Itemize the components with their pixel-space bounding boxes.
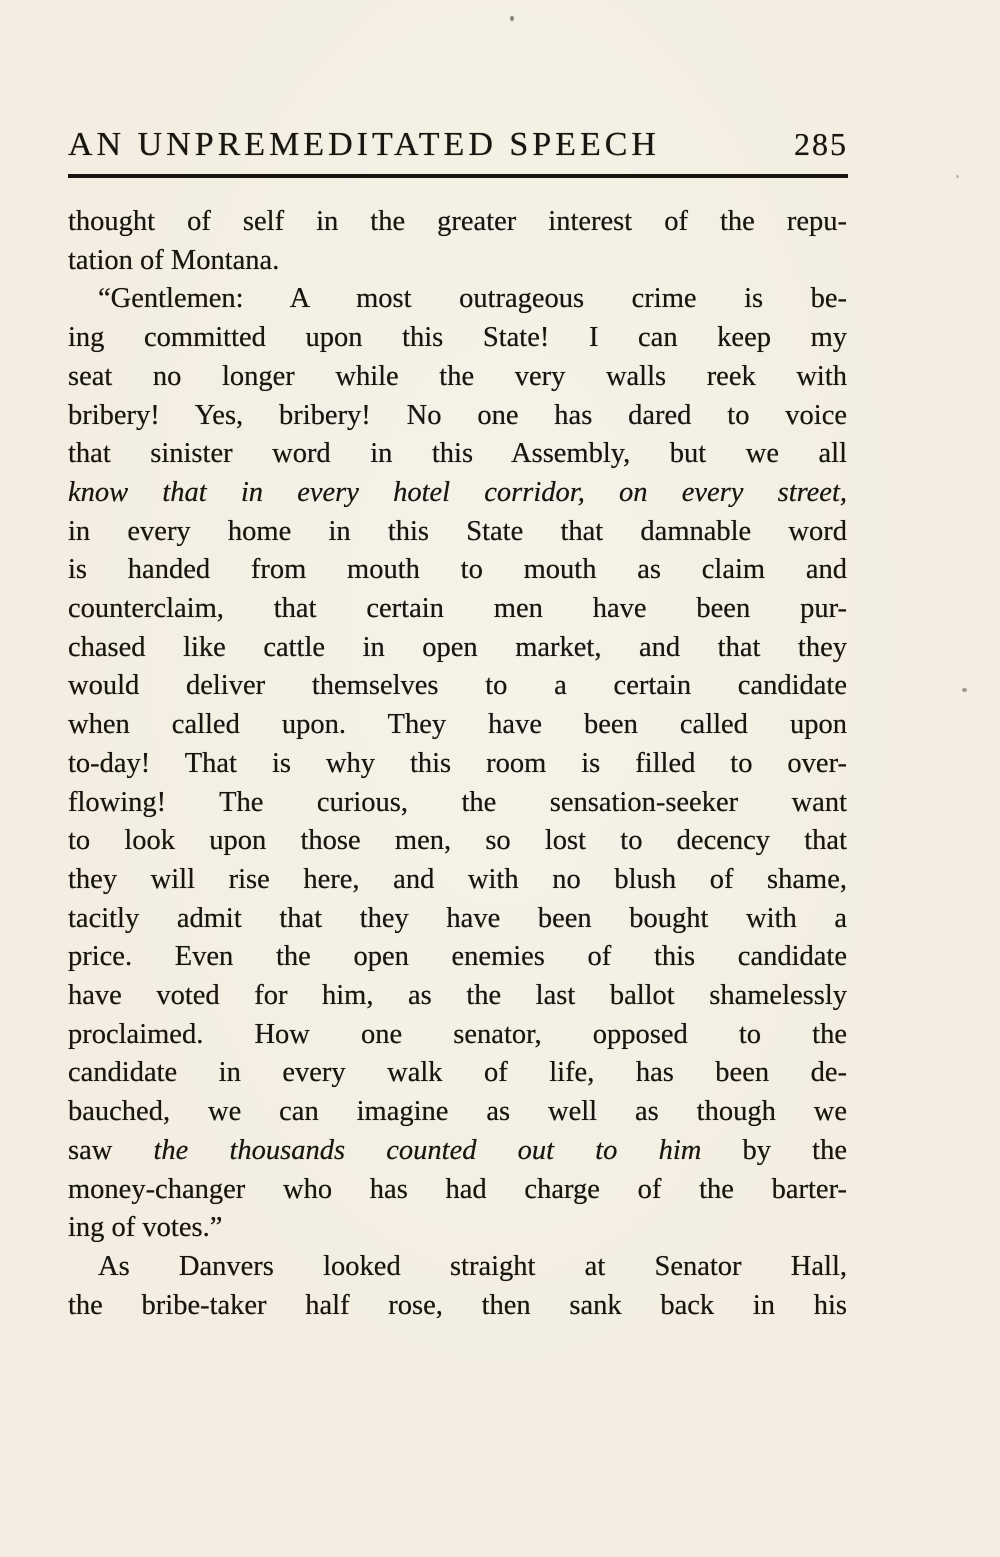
text-line (68, 706, 847, 745)
text-segment: would deliver themselves to a certain candidate (68, 670, 847, 702)
text-line (68, 861, 847, 900)
text-segment: bribery! Yes, bribery! No one has dared to voice (68, 399, 847, 431)
text-segment: is handed from mouth to mouth as claim and (68, 554, 847, 586)
text-segment: proclaimed. How one senator, opposed to the (68, 1018, 847, 1050)
text-line (68, 319, 847, 358)
text-line (68, 513, 847, 552)
text-line (68, 1171, 847, 1210)
page-number: 285 (794, 126, 848, 162)
text-line (68, 629, 847, 668)
paper-speck (510, 16, 514, 21)
text-line (68, 784, 847, 823)
text-line (68, 900, 847, 939)
text-line (68, 590, 847, 629)
text-segment: when called upon. They have been called upon (68, 709, 847, 741)
text-line (68, 242, 847, 281)
text-segment: ing committed upon this State! I can keep my (68, 322, 847, 354)
text-line (68, 745, 847, 784)
text-line (68, 203, 847, 242)
text-segment: they will rise here, and with no blush of shame, (68, 863, 847, 895)
text-segment: tacitly admit that they have been bought with a (68, 902, 847, 934)
text-segment: flowing! The curious, the sensation-seeker want (68, 786, 847, 818)
text-line (68, 1287, 847, 1326)
text-segment: to-day! That is why this room is filled to over- (68, 747, 847, 779)
text-line (68, 1132, 847, 1171)
chapter-title: AN UNPREMEDITATED SPEECH (68, 126, 660, 163)
text-line (68, 1093, 847, 1132)
text-segment: thought of self in the greater interest of the repu- (68, 206, 847, 237)
running-header (68, 126, 848, 178)
text-line (68, 551, 847, 590)
text-segment: tation of Montana. (68, 244, 280, 276)
text-segment: ing of votes.” (68, 1212, 223, 1244)
paper-speck (962, 688, 967, 692)
text-line (68, 397, 847, 436)
text-segment: money-changer who has had charge of the barter- (68, 1173, 847, 1205)
text-line (68, 435, 847, 474)
italic-text-segment: the thousands counted out to him (153, 1134, 702, 1166)
text-segment: bauched, we can imagine as well as though we (68, 1096, 847, 1128)
text-segment: As Danvers looked straight at Senator Hall, (98, 1250, 847, 1282)
body-text (68, 203, 847, 1325)
italic-text-segment: know that in every hotel corridor, on every street, (68, 476, 847, 508)
text-segment: candidate in every walk of life, has been de- (68, 1057, 847, 1089)
text-segment: chased like cattle in open market, and that they (68, 631, 847, 663)
text-line (68, 474, 847, 513)
text-segment: seat no longer while the very walls reek with (68, 360, 847, 392)
text-line (68, 938, 847, 977)
text-segment: price. Even the open enemies of this candidate (68, 941, 847, 973)
text-segment: the bribe-taker half rose, then sank back in his (68, 1289, 847, 1321)
text-line (68, 358, 847, 397)
text-line (68, 822, 847, 861)
text-segment: saw (68, 1134, 154, 1166)
text-segment: by the (701, 1134, 847, 1166)
text-segment: “Gentlemen: A most outrageous crime is be- (98, 283, 847, 315)
text-segment: counterclaim, that certain men have been pur- (68, 593, 847, 625)
text-segment: have voted for him, as the last ballot shamelessly (68, 980, 847, 1012)
text-line (68, 1248, 847, 1287)
text-segment: that sinister word in this Assembly, but we all (68, 438, 847, 470)
text-line (68, 667, 847, 706)
text-line (68, 1054, 847, 1093)
text-line (68, 1209, 847, 1248)
text-segment: to look upon those men, so lost to decency that (68, 825, 847, 857)
text-line (68, 977, 847, 1016)
text-line (68, 1016, 847, 1055)
text-line (68, 280, 847, 319)
paper-speck (956, 175, 959, 178)
text-segment: in every home in this State that damnable word (68, 515, 847, 547)
